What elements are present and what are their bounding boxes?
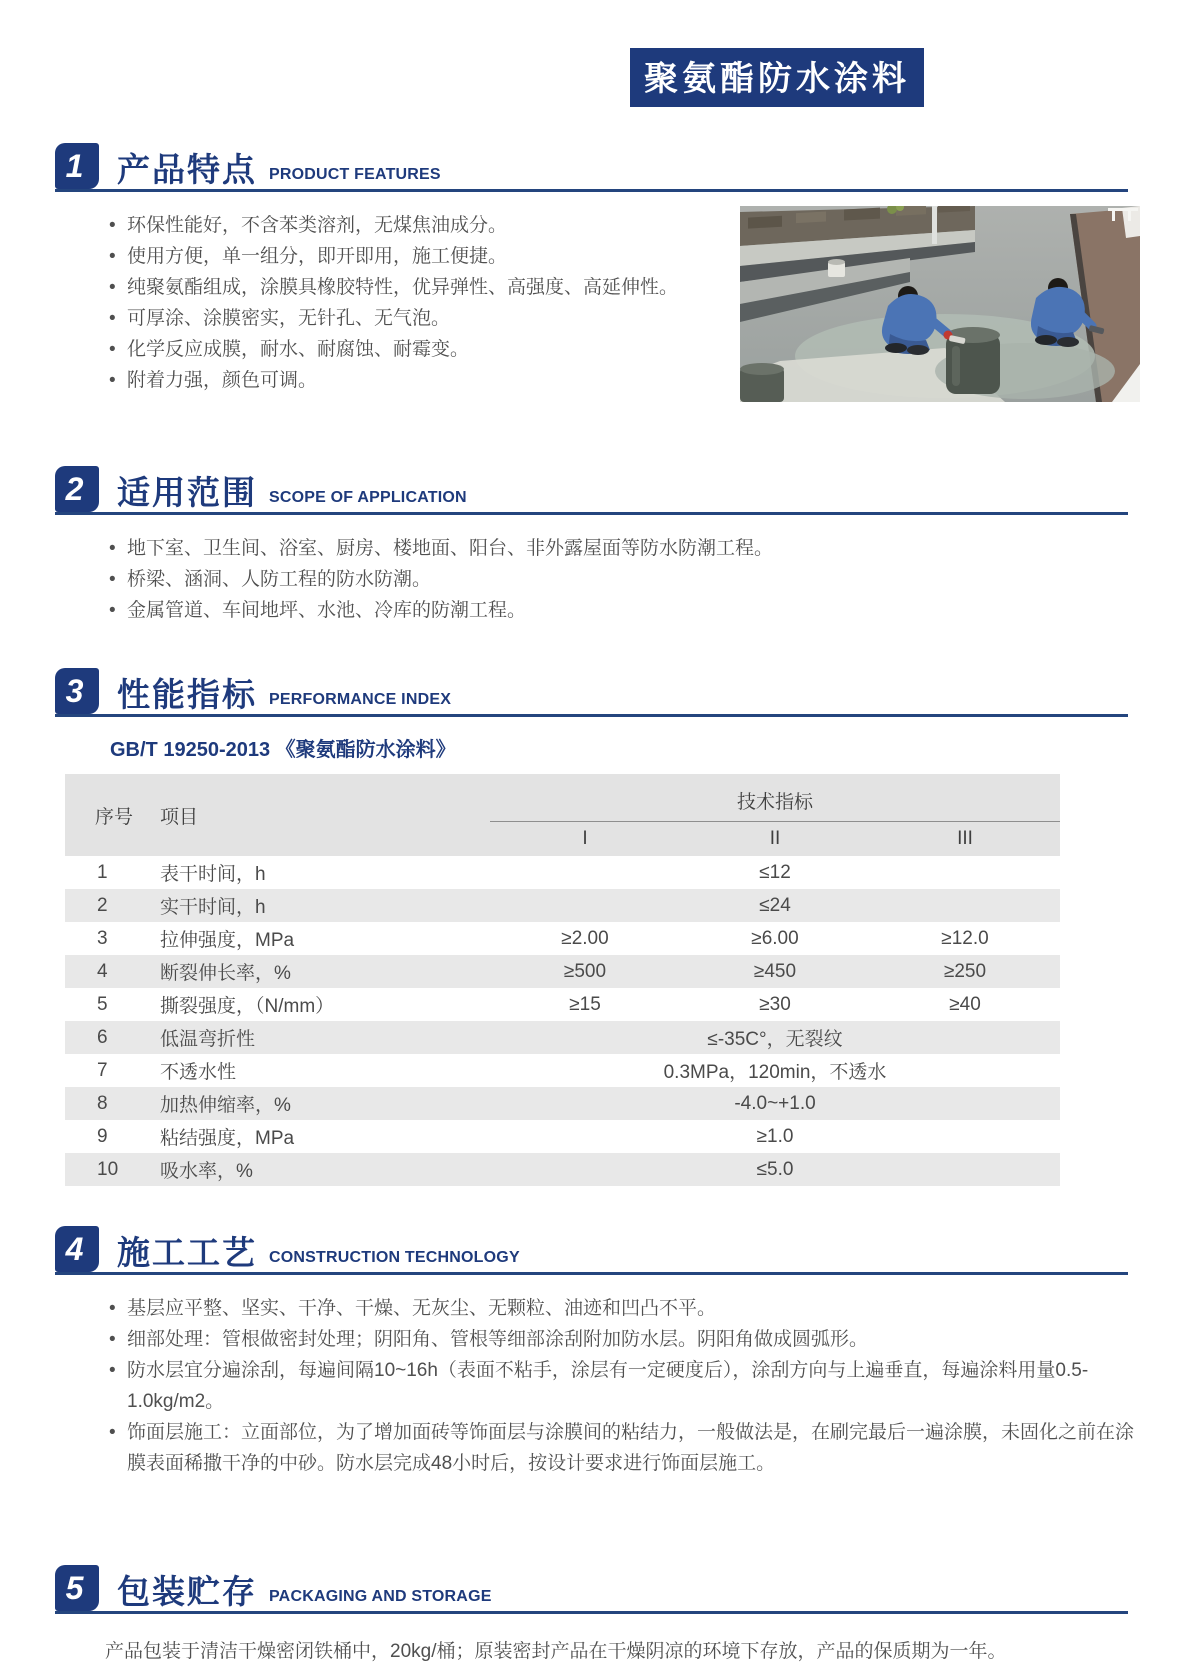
table-cell: 撕裂强度，（N/mm） — [160, 996, 335, 1017]
bullet-item: • 化学反应成膜，耐水、耐腐蚀、耐霉变。 — [105, 334, 730, 365]
bullet-item: • 可厚涂、涂膜密实，无针孔、无气泡。 — [105, 303, 730, 334]
bullet-item: • 附着力强，颜色可调。 — [105, 365, 730, 396]
table-cell: 2 — [97, 894, 108, 916]
table-row — [65, 856, 1060, 889]
table-cell: ≥2.00 — [561, 927, 609, 949]
section-title: 产品特点 — [117, 151, 257, 188]
table-row — [65, 988, 1060, 1021]
bullet-list — [105, 1293, 1140, 1479]
table-row — [65, 1021, 1060, 1054]
section-body — [105, 206, 1140, 402]
bullet-item: • 基层应平整、坚实、干净、干燥、无灰尘、无颗粒、油迹和凹凸不平。 — [105, 1293, 1140, 1324]
table-cell: ≥500 — [563, 960, 607, 982]
workers-applying-coating-illustration — [740, 206, 1140, 402]
table-cell: 3 — [97, 927, 108, 949]
table-cell: 9 — [97, 1125, 108, 1147]
banner-row — [0, 0, 1200, 107]
section-product-features — [0, 143, 1200, 402]
section-header — [55, 1565, 1128, 1614]
section-scope-of-application — [0, 466, 1200, 626]
section-header — [55, 1226, 1128, 1275]
table-cell: ≥6.00 — [751, 927, 799, 949]
section-number-badge: 3 — [55, 668, 99, 714]
bullet-item: • 防水层宜分遍涂刮，每遍间隔10~16h（表面不粘手，涂层有一定硬度后），涂刮方向与上遍垂直，每遍涂料用量0.5-1.0kg/m2。 — [105, 1355, 1140, 1417]
section-title: 性能指标 — [117, 676, 257, 713]
table-cell: ≤12 — [759, 861, 791, 883]
table-cell: ≥1.0 — [756, 1125, 794, 1147]
column-header-grade-2: II — [680, 822, 870, 857]
bullet-item: • 饰面层施工：立面部位，为了增加面砖等饰面层与涂膜间的粘结力，一般做法是，在刷完最后一遍涂膜，未固化之前在涂膜表面稀撒干净的中砂。防水层完成48小时后，按设计要求进行饰面层施工。 — [105, 1417, 1140, 1479]
table-cell: 7 — [97, 1059, 108, 1081]
table-cell: ≤-35C°，无裂纹 — [707, 1029, 843, 1050]
bullet-item: • 环保性能好，不含苯类溶剂，无煤焦油成分。 — [105, 210, 730, 241]
section-number-badge: 5 — [55, 1565, 99, 1611]
product-photo — [740, 206, 1140, 402]
bullet-item: • 地下室、卫生间、浴室、厨房、楼地面、阳台、非外露屋面等防水防潮工程。 — [105, 533, 1140, 564]
table-cell: ≥250 — [943, 960, 987, 982]
section-subtitle-en: CONSTRUCTION TECHNOLOGY — [269, 1249, 520, 1266]
table-body — [65, 856, 1060, 1186]
section-header — [55, 668, 1128, 717]
section-subtitle-en: PACKAGING AND STORAGE — [269, 1588, 492, 1605]
table-row — [65, 922, 1060, 955]
table-header — [65, 774, 1060, 856]
table-cell: 4 — [97, 960, 108, 982]
section-subtitle-en: SCOPE OF APPLICATION — [269, 489, 467, 506]
bullet-item: • 使用方便，单一组分，即开即用，施工便捷。 — [105, 241, 730, 272]
bullet-list — [105, 210, 730, 396]
column-header-grade-3: III — [870, 822, 1060, 857]
table-cell: 6 — [97, 1026, 108, 1048]
section-header — [55, 143, 1128, 192]
section-subtitle-en: PERFORMANCE INDEX — [269, 691, 452, 708]
table-cell: 10 — [97, 1158, 119, 1180]
section-number-badge: 2 — [55, 466, 99, 512]
bullet-item: • 纯聚氨酯组成，涂膜具橡胶特性，优异弹性、高强度、高延伸性。 — [105, 272, 730, 303]
table-cell: 低温弯折性 — [160, 1029, 256, 1050]
table-row — [65, 955, 1060, 988]
table-cell: 断裂伸长率，% — [160, 963, 291, 984]
section-subtitle-en: PRODUCT FEATURES — [269, 166, 441, 183]
table-cell: ≥40 — [949, 993, 981, 1015]
table-cell: ≤5.0 — [756, 1158, 794, 1180]
table-cell: 拉伸强度，MPa — [160, 930, 295, 951]
bullet-list — [105, 533, 1140, 626]
table-cell: 吸水率，% — [160, 1161, 253, 1182]
table-cell: 5 — [97, 993, 108, 1015]
bullet-item: • 桥梁、涵洞、人防工程的防水防潮。 — [105, 564, 1140, 595]
table-cell: 0.3MPa，120min，不透水 — [663, 1062, 887, 1083]
standard-reference: GB/T 19250-2013 《聚氨酯防水涂料》 — [110, 739, 456, 761]
column-header-index: 序号 — [65, 774, 160, 856]
table-cell: ≥12.0 — [941, 927, 989, 949]
product-title-banner: 聚氨酯防水涂料 — [630, 48, 924, 107]
table-cell: ≤24 — [759, 894, 791, 916]
table-row — [65, 1120, 1060, 1153]
table-cell: 实干时间，h — [160, 897, 266, 918]
table-cell: -4.0~+1.0 — [734, 1092, 816, 1114]
table-row — [65, 1153, 1060, 1186]
table-cell: 表干时间，h — [160, 864, 266, 885]
table-cell: 不透水性 — [160, 1062, 237, 1083]
section-title: 施工工艺 — [117, 1234, 257, 1271]
section-packaging-and-storage — [0, 1565, 1200, 1667]
section-number-badge: 1 — [55, 143, 99, 189]
section-construction-technology — [0, 1226, 1200, 1479]
bullet-item: • 细部处理：管根做密封处理；阴阳角、管根等细部涂刮附加防水层。阴阳角做成圆弧形。 — [105, 1324, 1140, 1355]
table-cell: 粘结强度，MPa — [160, 1128, 295, 1149]
column-header-item: 项目 — [160, 774, 490, 856]
section-number-badge: 4 — [55, 1226, 99, 1272]
table-cell: 1 — [97, 861, 108, 883]
table-cell: ≥15 — [569, 993, 601, 1015]
storage-paragraph: 产品包装于清洁干燥密闭铁桶中，20kg/桶；原装密封产品在干燥阴凉的环境下存放，产品的保质期为一年。 — [105, 1641, 1007, 1662]
table-cell: ≥30 — [759, 993, 791, 1015]
table-row — [65, 889, 1060, 922]
section-title: 包装贮存 — [117, 1573, 257, 1610]
section-performance-index — [0, 668, 1200, 1186]
section-title: 适用范围 — [117, 474, 257, 511]
section-header — [55, 466, 1128, 515]
column-header-group: 技术指标 — [490, 774, 1060, 822]
table-row — [65, 1087, 1060, 1120]
table-row — [65, 1054, 1060, 1087]
bullet-item: • 金属管道、车间地坪、水池、冷库的防潮工程。 — [105, 595, 1140, 626]
column-header-grade-1: I — [490, 822, 680, 857]
table-cell: 加热伸缩率，% — [160, 1095, 291, 1116]
performance-table — [65, 774, 1060, 1186]
table-cell: ≥450 — [753, 960, 797, 982]
table-cell: 8 — [97, 1092, 108, 1114]
